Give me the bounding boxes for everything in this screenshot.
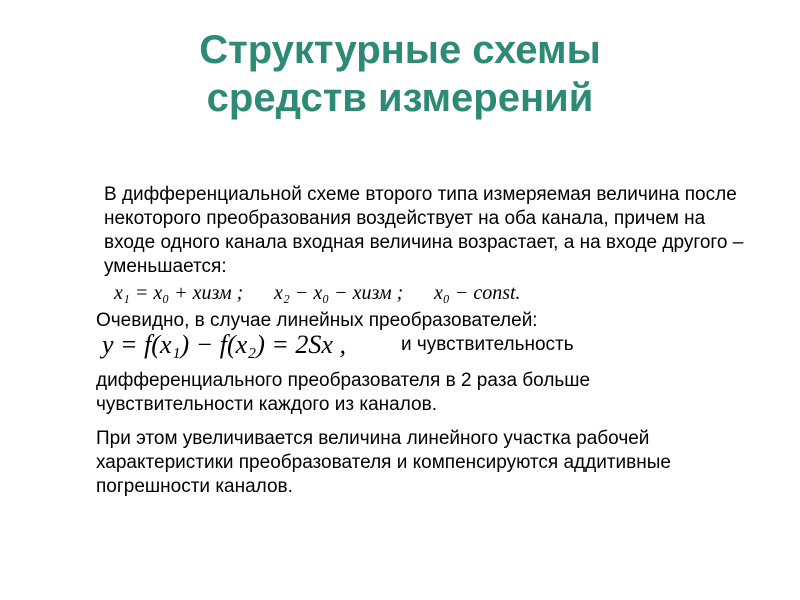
formula-x1: x₁ = x₀ + xизм ; xyxy=(114,282,244,304)
title-line-2: средств измерений xyxy=(206,76,594,120)
title-line-1: Структурные схемы xyxy=(199,28,601,72)
paragraph-3-start: и чувствительность xyxy=(401,334,574,355)
main-formula-row xyxy=(96,330,746,369)
paragraph-4: При этом увеличивается величина линейного участка рабочей характеристики преобразователя и компенсируются аддитивные погрешности каналов. xyxy=(96,428,671,497)
formula-row xyxy=(96,279,746,309)
formula-x2: x₂ − x₀ − xизм ; xyxy=(274,282,404,304)
paragraph-1: В дифференциальной схеме второго типа измеряемая величина после некоторого преобразования воздействует на оба канала, причем на входе одного канала входная величина возрастает, а на входе другого – уменьшается: xyxy=(104,184,744,277)
paragraph-3-rest: дифференциального преобразователя в 2 раза больше чувствительности каждого из каналов. xyxy=(96,370,591,415)
slide-body xyxy=(96,183,746,499)
formula-x0: x₀ − const. xyxy=(434,282,521,304)
slide-title xyxy=(60,26,740,122)
main-formula: y = f(x₁) − f(x₂) = 2Sx , xyxy=(102,330,346,359)
paragraph-2: Очевидно, в случае линейных преобразователей: xyxy=(96,310,538,331)
